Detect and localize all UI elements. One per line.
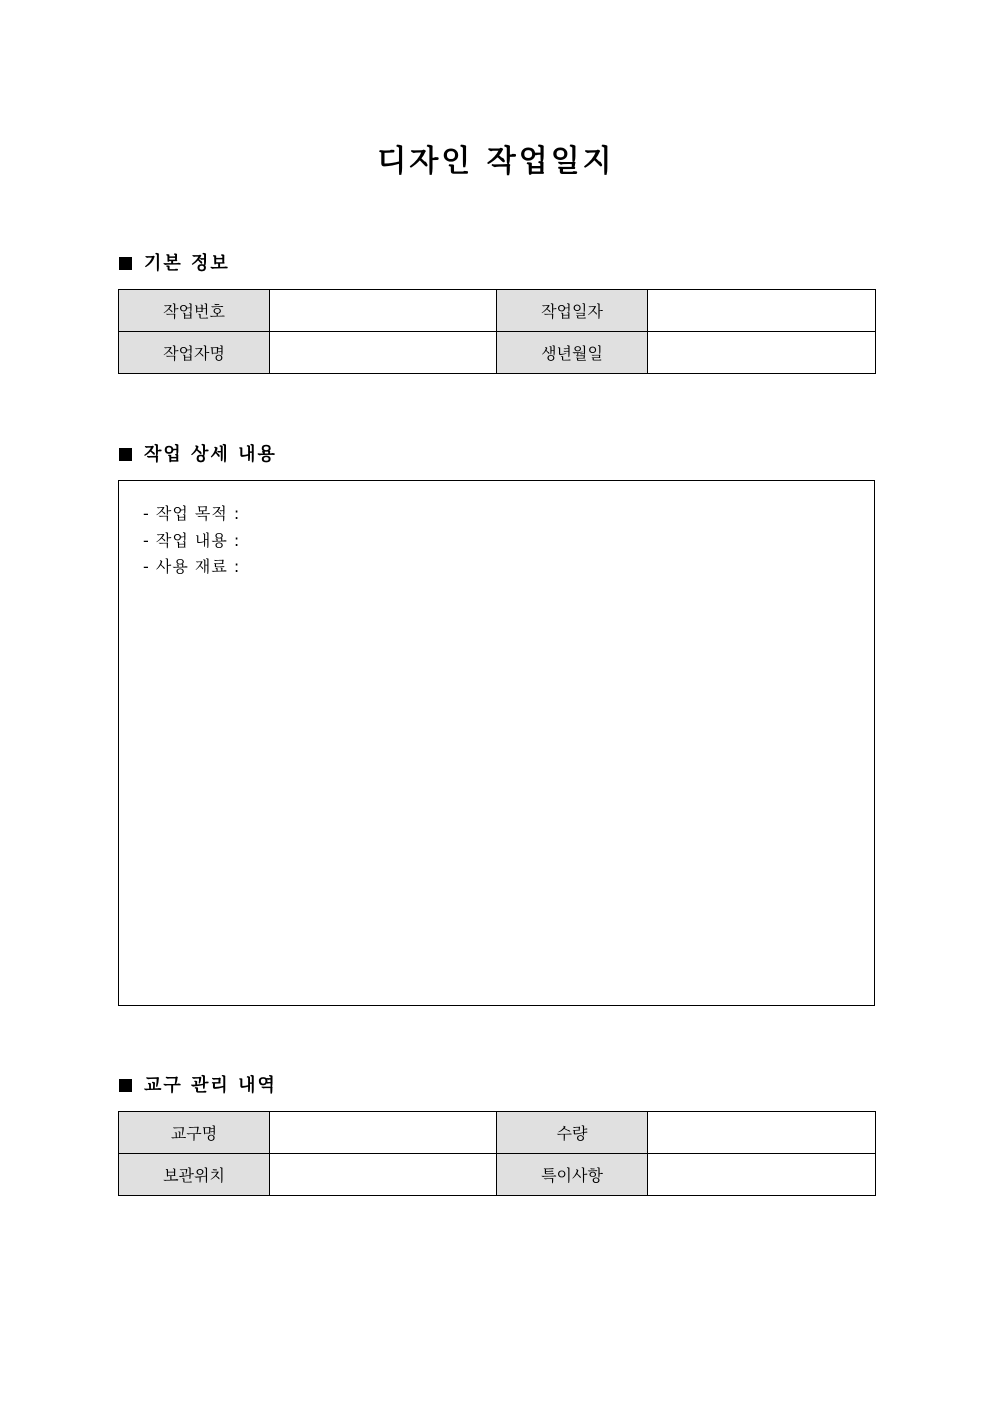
work-detail-list (143, 501, 240, 581)
section-heading-text: 교구 관리 내역 (144, 1075, 277, 1096)
worker-name-field[interactable] (270, 332, 497, 374)
storage-location-label: 보관위치 (119, 1154, 270, 1196)
work-date-label: 작업일자 (497, 290, 648, 332)
square-bullet-icon (119, 448, 132, 461)
quantity-label: 수량 (497, 1112, 648, 1154)
worker-name-label: 작업자명 (119, 332, 270, 374)
tool-management-table (118, 1111, 876, 1196)
section-heading-text: 작업 상세 내용 (144, 444, 277, 465)
section-heading-work-detail (119, 443, 277, 467)
work-number-field[interactable] (270, 290, 497, 332)
table-row (119, 290, 876, 332)
tool-name-field[interactable] (270, 1112, 497, 1154)
basic-info-table (118, 289, 876, 374)
work-number-label: 작업번호 (119, 290, 270, 332)
remarks-field[interactable] (648, 1154, 876, 1196)
storage-location-field[interactable] (270, 1154, 497, 1196)
section-heading-basic-info (119, 252, 230, 276)
section-heading-tool-management (119, 1074, 277, 1098)
quantity-field[interactable] (648, 1112, 876, 1154)
table-row (119, 1112, 876, 1154)
square-bullet-icon (119, 257, 132, 270)
birth-date-label: 생년월일 (497, 332, 648, 374)
table-row (119, 1154, 876, 1196)
birth-date-field[interactable] (648, 332, 876, 374)
square-bullet-icon (119, 1079, 132, 1092)
remarks-label: 특이사항 (497, 1154, 648, 1196)
tool-name-label: 교구명 (119, 1112, 270, 1154)
work-date-field[interactable] (648, 290, 876, 332)
materials-used-item: - 사용 재료 : (143, 557, 241, 576)
work-detail-box[interactable] (118, 480, 875, 1006)
section-heading-text: 기본 정보 (144, 253, 230, 274)
table-row (119, 332, 876, 374)
work-purpose-item: - 작업 목적 : (143, 504, 241, 523)
work-content-item: - 작업 내용 : (143, 530, 241, 550)
document-title: 디자인 작업일지 (377, 144, 615, 179)
